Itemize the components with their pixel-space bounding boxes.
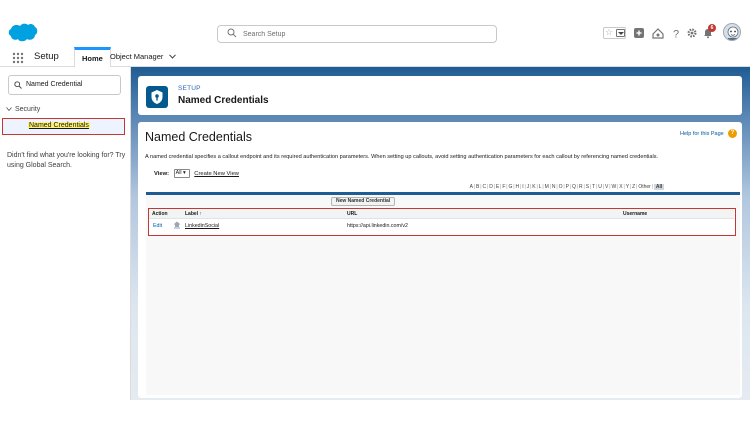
alphabet-separator: | xyxy=(556,184,558,190)
alphabet-separator: | xyxy=(576,184,579,190)
alphabet-separator: | xyxy=(542,184,544,190)
alphabet-separator: | xyxy=(486,184,489,190)
tree-section-label: Security xyxy=(15,106,41,113)
salesforce-cloud-logo[interactable] xyxy=(8,22,38,44)
help-icon[interactable] xyxy=(670,27,682,39)
alphabet-separator: | xyxy=(589,184,592,190)
row-url: https://api.linkedin.com/v2 xyxy=(347,223,408,229)
alphabet-filter-m[interactable]: M xyxy=(544,184,549,190)
alphabet-filter-b[interactable]: B xyxy=(476,184,480,190)
alphabet-filter-s[interactable]: S xyxy=(585,184,590,190)
alphabet-filter-l[interactable]: L xyxy=(538,184,542,190)
app-name: Setup xyxy=(34,51,59,62)
alphabet-filter-r[interactable]: R xyxy=(578,184,583,190)
alphabet-separator: | xyxy=(617,184,619,190)
search-input[interactable] xyxy=(243,27,483,41)
user-avatar-icon xyxy=(724,24,741,41)
table-row xyxy=(149,220,734,233)
view-select-value: All xyxy=(175,170,182,176)
alphabet-filter-i[interactable]: I xyxy=(522,184,524,190)
alphabet-filter-n[interactable]: N xyxy=(551,184,556,190)
alphabet-filter-all[interactable]: All xyxy=(655,184,663,190)
alphabet-separator: | xyxy=(500,184,502,190)
app-nav-bar xyxy=(0,47,750,67)
alphabet-filter-y[interactable]: Y xyxy=(625,184,630,190)
alphabet-filter-k[interactable]: K xyxy=(532,184,536,190)
quick-find-value: Named Credential xyxy=(26,81,83,88)
trailhead-icon[interactable] xyxy=(652,27,664,39)
new-named-credential-button[interactable]: New Named Credential xyxy=(331,197,395,206)
alphabet-filter-d[interactable]: D xyxy=(489,184,493,190)
alphabet-filter-h[interactable]: H xyxy=(515,184,520,190)
svg-text:?: ? xyxy=(672,28,680,39)
add-icon[interactable] xyxy=(633,27,645,39)
alphabet-separator: | xyxy=(549,184,551,190)
sidebar-item-label[interactable]: Named Credentials xyxy=(29,122,89,129)
view-select[interactable]: All ▾ xyxy=(174,169,190,178)
table-header xyxy=(149,209,734,219)
setup-sidebar xyxy=(0,67,131,400)
alphabet-filter-p[interactable]: P xyxy=(565,184,569,190)
edit-link[interactable]: Edit xyxy=(153,223,163,229)
quick-find-input[interactable] xyxy=(8,75,121,95)
alphabet-separator: | xyxy=(636,184,638,190)
alphabet-filter-a[interactable]: A xyxy=(469,184,473,190)
alphabet-filter-q[interactable]: Q xyxy=(572,184,576,190)
alphabet-filter-c[interactable]: C xyxy=(482,184,487,190)
global-search[interactable] xyxy=(217,25,497,43)
alphabet-filter-x[interactable]: X xyxy=(619,184,623,190)
alphabet-separator: | xyxy=(609,184,611,190)
alphabet-filter-v[interactable]: V xyxy=(605,184,609,190)
alphabet-separator: | xyxy=(480,184,482,190)
alphabet-filter-t[interactable]: T xyxy=(592,184,596,190)
page-title: Named Credentials xyxy=(145,130,252,144)
list-view-controls xyxy=(154,169,239,178)
main-content xyxy=(131,67,750,400)
create-new-view-link[interactable]: Create New View xyxy=(194,171,239,178)
column-action: Action xyxy=(152,211,168,217)
alphabet-separator: | xyxy=(506,184,508,190)
alphabet-filter-w[interactable]: W xyxy=(611,184,617,190)
alphabet-separator: | xyxy=(520,184,522,190)
alphabet-separator: | xyxy=(569,184,572,190)
alphabet-filter xyxy=(469,184,665,190)
column-label[interactable] xyxy=(185,211,202,217)
alphabet-filter-g[interactable]: G xyxy=(508,184,513,190)
global-header xyxy=(0,18,750,48)
favorites-group[interactable] xyxy=(603,27,626,39)
alphabet-separator: | xyxy=(623,184,625,190)
alphabet-separator: | xyxy=(596,184,598,190)
alphabet-filter-e[interactable]: E xyxy=(495,184,500,190)
alphabet-filter-other[interactable]: Other xyxy=(638,184,651,190)
named-credential-row-icon xyxy=(173,221,181,229)
content-panel xyxy=(138,122,742,398)
chevron-down-icon[interactable] xyxy=(169,54,176,59)
alphabet-filter-j[interactable]: J xyxy=(526,184,530,190)
tab-object-manager[interactable]: Object Manager xyxy=(110,52,164,61)
global-search-hint: Didn't find what you're looking for? Try using Global Search. xyxy=(7,152,126,169)
row-label-link[interactable]: LinkedinSocial xyxy=(185,223,220,229)
view-label: View: xyxy=(154,171,170,178)
app-launcher-icon[interactable] xyxy=(12,52,24,64)
help-circle-icon[interactable]: ? xyxy=(728,129,737,138)
column-url: URL xyxy=(347,211,358,217)
alphabet-filter-u[interactable]: U xyxy=(598,184,602,190)
star-icon[interactable]: ☆ xyxy=(605,27,614,37)
column-username: Username xyxy=(623,211,648,217)
avatar[interactable] xyxy=(723,23,741,41)
alphabet-separator: | xyxy=(530,184,532,190)
search-icon xyxy=(14,81,22,89)
tree-section-security[interactable] xyxy=(6,106,40,113)
tab-home[interactable]: Home xyxy=(74,47,111,67)
help-for-this-page-link[interactable]: Help for this Page xyxy=(680,131,724,137)
alphabet-separator: | xyxy=(473,184,476,190)
page-eyebrow: SETUP xyxy=(178,85,201,92)
list-view xyxy=(146,192,740,395)
alphabet-filter-z[interactable]: Z xyxy=(632,184,636,190)
alphabet-separator: | xyxy=(536,184,538,190)
alphabet-separator: | xyxy=(513,184,515,190)
alphabet-separator: | xyxy=(493,184,496,190)
alphabet-separator: | xyxy=(629,184,632,190)
page-header-title: Named Credentials xyxy=(178,95,269,106)
named-credentials-table xyxy=(148,208,736,236)
favorites-dropdown-icon[interactable] xyxy=(616,29,625,37)
chevron-down-icon[interactable] xyxy=(6,106,12,112)
alphabet-filter-f[interactable]: F xyxy=(502,184,506,190)
sidebar-item-named-credentials[interactable] xyxy=(2,118,125,135)
column-label-text: Label xyxy=(185,211,199,217)
search-icon xyxy=(227,28,237,38)
alphabet-separator: | xyxy=(563,184,565,190)
alphabet-separator: | xyxy=(602,184,605,190)
alphabet-separator: | xyxy=(524,184,526,190)
notification-badge: 6 xyxy=(708,24,716,32)
page-description: A named credential specifies a callout endpoint and its required authentication parameters. When setting up callouts, avoid setting authentication parameters for each callout by referencing named credentials. xyxy=(145,154,659,160)
page-header xyxy=(138,76,742,115)
named-credential-icon xyxy=(146,86,168,108)
alphabet-separator: | xyxy=(583,184,585,190)
sort-asc-icon[interactable]: ↑ xyxy=(199,211,202,217)
alphabet-filter-o[interactable]: O xyxy=(558,184,563,190)
gear-icon[interactable] xyxy=(686,27,698,39)
alphabet-separator: | xyxy=(651,184,654,190)
